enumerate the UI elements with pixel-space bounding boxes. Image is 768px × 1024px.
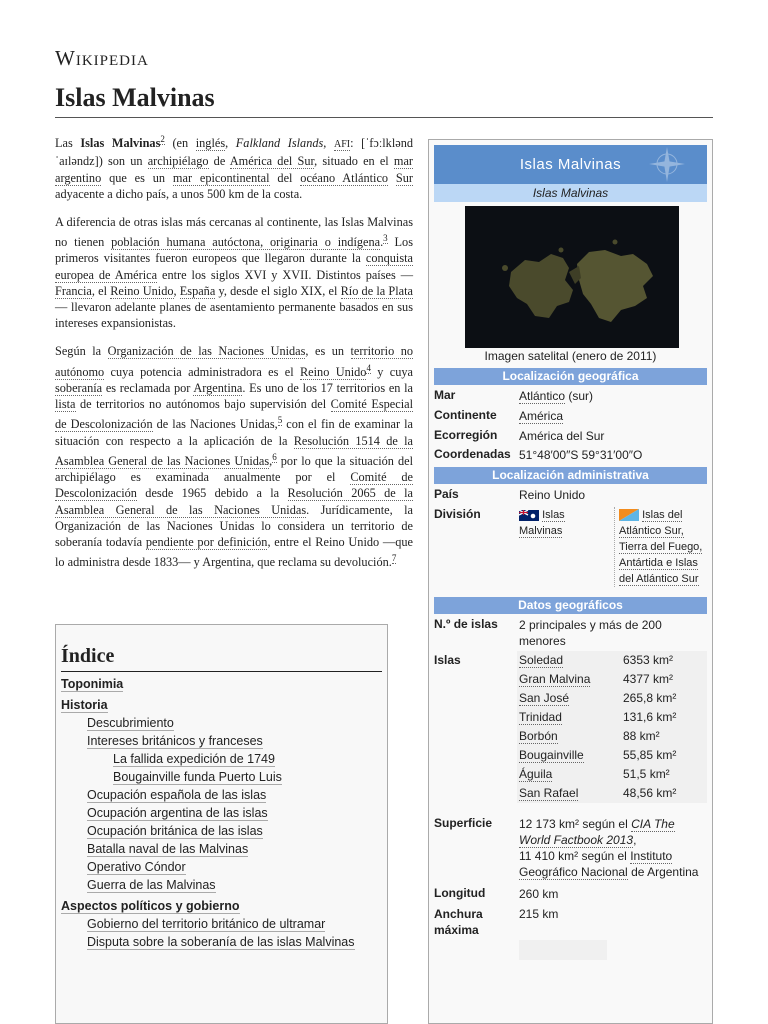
toc-item-label[interactable]: Descubrimiento (87, 716, 174, 730)
toc-item-label[interactable]: Ocupación argentina de las islas (87, 806, 268, 820)
value: 215 km (519, 907, 559, 921)
toc-item-label[interactable]: Aspectos políticos y gobierno (61, 899, 240, 913)
text: Las (55, 136, 81, 151)
island-row (517, 727, 678, 746)
link-argentina[interactable]: Argentina (193, 380, 243, 395)
toc-item[interactable] (61, 858, 382, 876)
island-row (517, 765, 678, 784)
island-row (517, 784, 678, 803)
island-link[interactable]: Gran Malvina (519, 672, 591, 686)
infobox (428, 139, 713, 1024)
label: N.º de islas (434, 617, 498, 631)
text: de Argentina (627, 865, 699, 879)
label: División (434, 507, 481, 521)
label: Longitud (434, 886, 486, 900)
link-atlantico[interactable]: Atlántico (519, 389, 566, 403)
island-link[interactable]: Águila (519, 767, 553, 781)
island-row (517, 689, 678, 708)
link-soberania[interactable]: soberanía (55, 380, 103, 395)
wikipedia-wordmark: Wikipedia (55, 46, 149, 70)
toc-item[interactable] (61, 933, 382, 951)
link-comite-descolonizacion[interactable]: Comité de Descolonización (55, 470, 413, 501)
link-america-del-sur[interactable]: América del Sur (229, 154, 315, 169)
island-link[interactable]: San José (519, 691, 570, 705)
link-afi[interactable]: AFI (333, 139, 351, 151)
toc-item-label[interactable]: Ocupación española de las islas (87, 788, 267, 802)
text: , (323, 136, 334, 151)
island-link[interactable]: San Rafael (519, 786, 579, 800)
image-caption: Imagen satelital (enero de 2011) (484, 349, 657, 363)
flag-tierra-del-fuego-icon (619, 509, 639, 521)
text: 12 173 km² según el (519, 817, 632, 831)
link-archipielago[interactable]: archipiélago (147, 154, 209, 169)
text: . Jurídicamente, la Organización de las Naciones Unidas lo considera un territorio de soberanía todavía (55, 502, 413, 549)
toc-item[interactable] (61, 696, 382, 714)
label: Anchura máxima (434, 907, 483, 937)
toc-item[interactable] (61, 714, 382, 732)
label: Coordenadas (434, 447, 511, 461)
link-ingles[interactable]: inglés (195, 136, 226, 151)
footnote-ref[interactable]: 4 (366, 362, 371, 373)
island-area: 4377 km² (623, 672, 674, 686)
bold-term: Islas Malvinas (80, 136, 161, 151)
text: — llevaron adelante planes de asentamiento permanente basados en sus intereses expansionistas. (55, 300, 413, 331)
link-sur[interactable]: Sur (395, 170, 414, 185)
link-cia-factbook[interactable]: CIA The World Factbook 2013 (519, 817, 675, 847)
link-espana[interactable]: España (179, 283, 216, 298)
value: América del Sur (519, 429, 605, 443)
toc-item-label[interactable]: Ocupación británica de las islas (87, 824, 263, 838)
toc-list (61, 675, 382, 951)
toc-item-label[interactable]: Batalla naval de las Malvinas (87, 842, 249, 856)
italic-term: Falkland Islands (235, 136, 324, 151)
toc-item[interactable] (61, 915, 382, 933)
toc-item-label[interactable]: Intereses británicos y franceses (87, 734, 263, 748)
value: 2 principales y más de 200 menores (519, 618, 662, 648)
link-onu[interactable]: Organización de las Naciones Unidas (107, 344, 306, 359)
division-tierra-del-fuego (614, 507, 712, 587)
link-poblacion-indigena[interactable]: población humana autóctona, originaria o indígena (111, 235, 381, 250)
label: Ecorregión (434, 428, 498, 442)
island-area: 51,5 km² (623, 767, 670, 781)
coordinates-value[interactable]: 51°48′00″S 59°31′00″O (519, 448, 643, 462)
footnote-ref[interactable]: 6 (272, 451, 277, 462)
text: de territorios no autónomos bajo supervisión del (75, 397, 331, 412)
text: , el (91, 283, 111, 298)
toc-item[interactable] (61, 732, 382, 750)
paragraph-intro (55, 131, 413, 202)
text: (sur) (565, 389, 594, 403)
island-area: 265,8 km² (623, 691, 677, 705)
link-ign[interactable]: Instituto Geográfico Nacional (519, 849, 673, 879)
text: , (173, 283, 180, 298)
label: Continente (434, 408, 497, 422)
text: entre los siglos XVI y XVII. Distintos países — (157, 267, 413, 282)
link-resolucion-2065[interactable]: Resolución 2065 de la Asamblea General de las Naciones Unidas (55, 486, 413, 517)
link-comite-especial[interactable]: Comité Especial de Descolonización (55, 397, 413, 432)
link-reino-unido[interactable]: Reino Unido (299, 364, 367, 379)
text: , entre el Reino Unido —que lo administra desde 1833— y Argentina, que reclama su devolución. (55, 534, 413, 570)
label: Islas (434, 653, 461, 667)
toc-item-label[interactable]: La fallida expedición de 1749 (113, 752, 275, 766)
island-row (517, 746, 678, 765)
footnote-ref[interactable]: 7 (391, 553, 397, 564)
toc-item-label[interactable]: Historia (61, 698, 108, 712)
text: Según la (55, 344, 108, 359)
text: desde 1965 debido a la (136, 486, 288, 501)
text: cuya potencia administradora es el (104, 364, 300, 379)
footnote-ref[interactable]: 3 (383, 233, 388, 244)
compass-rose-icon (637, 145, 697, 184)
toc-item[interactable] (61, 675, 382, 693)
toc-item-label[interactable]: Disputa sobre la soberanía de las islas Malvinas (87, 935, 355, 949)
link-resolucion-1514[interactable]: Resolución 1514 de la Asamblea General de las Naciones Unidas (55, 433, 413, 468)
link-conquista[interactable]: conquista europea de América (55, 251, 413, 282)
toc-heading: Índice (61, 645, 382, 672)
toc-item[interactable] (61, 750, 382, 768)
label: Superficie (434, 816, 493, 830)
link-oceano-atlantico[interactable]: océano Atlántico (300, 170, 389, 185)
link-pendiente-definicion[interactable]: pendiente por definición (145, 534, 268, 549)
island-row (517, 651, 678, 670)
footnote-ref[interactable]: 2 (160, 134, 165, 144)
value: Reino Unido (519, 488, 586, 502)
text: que es un (101, 170, 173, 185)
text: , (633, 833, 637, 847)
text: Los primeros visitantes fueron europeos que llegaron durante la (55, 235, 413, 266)
toc-item[interactable] (61, 897, 382, 915)
toc-item[interactable] (61, 786, 382, 804)
section-admin-header: Localización administrativa (434, 467, 707, 484)
text: adyacente a dicho país, a unos 500 km de la costa. (55, 186, 303, 201)
division-falklands (519, 507, 611, 539)
text: 11 410 km² según el (519, 849, 631, 863)
section-datos-header: Datos geográficos (434, 597, 707, 614)
text (388, 171, 396, 185)
island-row (517, 708, 678, 727)
flag-falklands-icon (519, 510, 539, 521)
text: es reclamada por (102, 380, 194, 395)
text: : [ˈfɔːlklənd ˈaɪləndz]) son un (55, 136, 413, 169)
toc-item-label[interactable]: Gobierno del territorio británico de ultramar (87, 917, 326, 931)
text: por lo que la situación del archipiélago es examinada anualmente por el (55, 453, 413, 485)
row-division (434, 507, 707, 592)
footnote-ref[interactable]: 5 (277, 415, 283, 426)
text: A diferencia de otras islas más cercanas al continente, las Islas Malvinas no tienen (55, 214, 413, 250)
text: de (208, 154, 230, 169)
text: del (269, 170, 301, 185)
island-link[interactable]: Bougainville (519, 748, 584, 762)
title-divider (55, 117, 713, 118)
toc-item[interactable] (61, 840, 382, 858)
paragraph-history (55, 214, 413, 332)
toc-item-label[interactable]: Bougainville funda Puerto Luis (113, 770, 282, 784)
link-america[interactable]: América (519, 409, 564, 423)
label: Mar (434, 388, 456, 402)
toc-item-label[interactable]: Toponimia (61, 677, 124, 691)
link-reino-unido[interactable]: Reino Unido (110, 283, 174, 298)
island-row (517, 670, 678, 689)
infobox-subtitle: Islas Malvinas (434, 184, 707, 202)
row-islas (434, 653, 707, 813)
link-francia[interactable]: Francia (55, 283, 92, 298)
island-area: 55,85 km² (623, 748, 677, 762)
link-mar-epicontinental[interactable]: mar epicontinental (172, 170, 270, 185)
island-link[interactable]: Soledad (519, 653, 564, 667)
paragraph-politics (55, 343, 413, 570)
text: , (225, 136, 236, 151)
text: , situado en el (314, 154, 394, 169)
island-area: 88 km² (623, 729, 660, 743)
text: , (269, 453, 273, 468)
toc-item[interactable] (61, 822, 382, 840)
label: País (434, 487, 459, 501)
toc-item[interactable] (61, 804, 382, 822)
toc-item[interactable] (61, 876, 382, 894)
link-territorio-no-autonomo[interactable]: territorio no autónomo (55, 344, 414, 379)
table-of-contents (55, 624, 388, 1024)
text: . (380, 235, 384, 250)
text: , es un (305, 344, 351, 359)
island-link[interactable]: Trinidad (519, 710, 562, 724)
island-area: 6353 km² (623, 653, 674, 667)
toc-item-label[interactable]: Guerra de las Malvinas (87, 878, 216, 892)
island-area: 48,56 km² (623, 786, 677, 800)
empty-cell (519, 940, 607, 960)
toc-item[interactable] (61, 768, 382, 786)
infobox-title-text: Islas Malvinas (519, 156, 622, 173)
infobox-title (434, 145, 707, 184)
satellite-image[interactable] (465, 206, 679, 348)
link-mar-argentino[interactable]: mar argentino (55, 154, 414, 185)
text: con el fin de examinar la situación con respecto a la aplicación de la (55, 417, 413, 448)
link-islas-malvinas[interactable]: Islas Malvinas (519, 509, 565, 537)
text: (en (164, 136, 196, 151)
value: 260 km (519, 887, 559, 901)
article-body (55, 131, 413, 582)
text: y cuya (370, 364, 413, 379)
toc-item-label[interactable]: Operativo Cóndor (87, 860, 186, 874)
island-link[interactable]: Borbón (519, 729, 558, 743)
page-title: Islas Malvinas (55, 83, 215, 112)
link-lista[interactable]: lista (55, 397, 76, 412)
text: y, desde el siglo XIX, el (215, 283, 341, 298)
section-geo-header: Localización geográfica (434, 368, 707, 385)
island-area: 131,6 km² (623, 710, 677, 724)
text: . Es uno de los 17 territorios en la (242, 380, 413, 395)
text: de las Naciones Unidas, (152, 417, 278, 432)
link-rio-de-la-plata[interactable]: Río de la Plata (340, 283, 413, 298)
islands-table (517, 651, 678, 803)
link-tierra-del-fuego[interactable]: Islas del Atlántico Sur, Tierra del Fuego, Antártida e Islas del Atlántico Sur (619, 509, 703, 585)
